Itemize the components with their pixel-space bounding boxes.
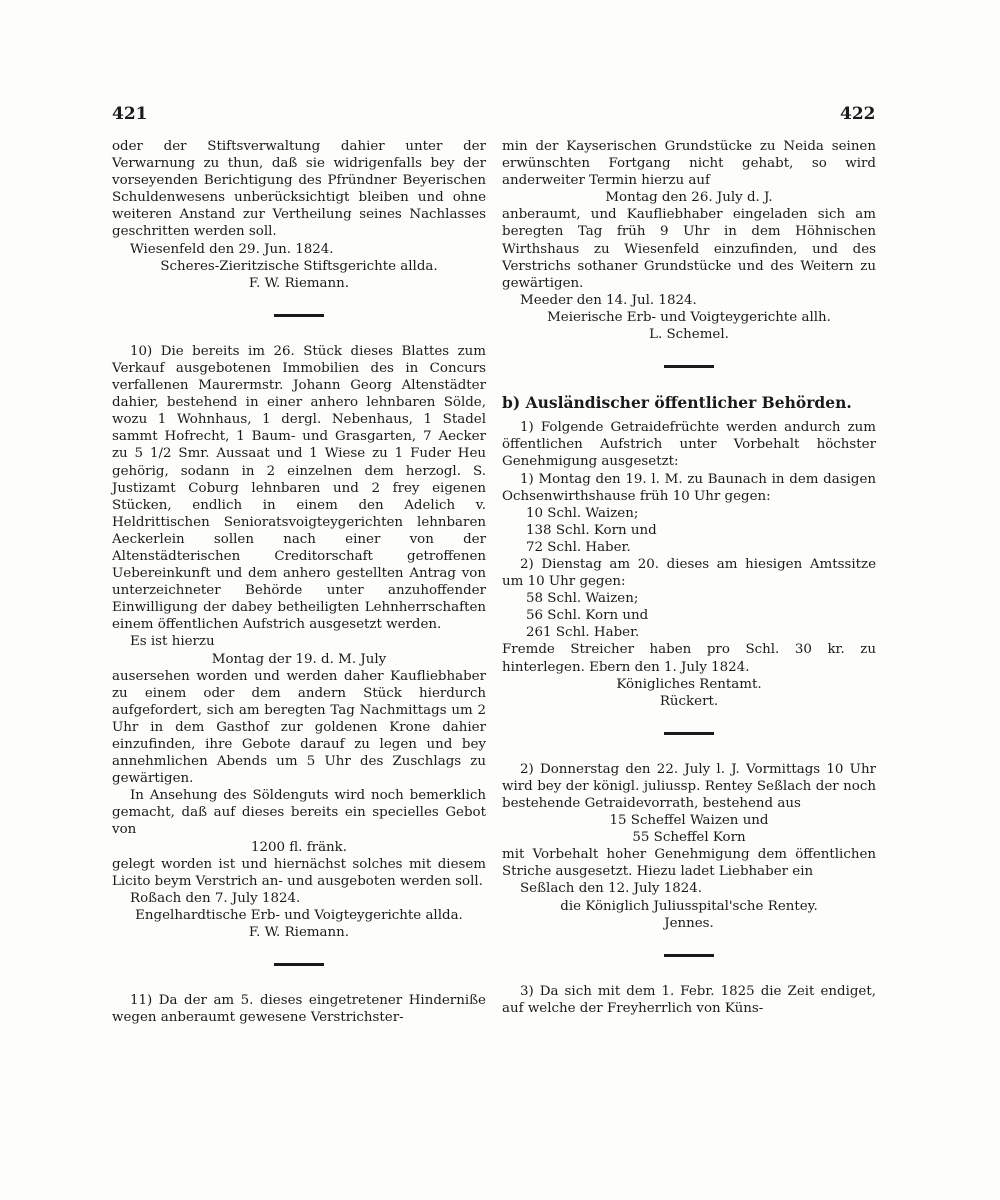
signature-name: F. W. Riemann. xyxy=(248,275,350,291)
paragraph: Es ist hierzu xyxy=(130,634,215,650)
date-line: Wiesenfeld den 29. Jun. 1824. xyxy=(130,241,334,257)
paragraph: 2) Donnerstag den 22. July l. J. Vormittags 10 Uhr wird bey der königl. juliussp. Rentey Seßlach der noch bestehende Getraidevorrath, bestehend aus xyxy=(502,761,876,811)
list-item: 15 Scheffel Waizen und xyxy=(609,813,769,829)
paragraph: min der Kayserischen Grundstücke zu Neida seinen erwünschten Fortgang nicht gehabt, so wird anderweiter Termin hierzu auf xyxy=(502,139,876,189)
signature-name: F. W. Riemann. xyxy=(248,925,350,941)
date-line: Meeder den 14. Jul. 1824. xyxy=(520,292,697,308)
section-divider xyxy=(664,365,714,368)
paragraph: oder der Stiftsverwaltung dahier unter der Verwarnung zu thun, daß sie widrigenfalls bey der vorseyenden Berichtigung des Pfründner Beyerischen Schuldenwesens unberücksichtigt bleiben und ohne weiteren Anstand zur Vertheilung seines Nachlasses geschritten werden soll. xyxy=(112,139,486,240)
signature-authority: Meierische Erb- und Voigteygerichte allh. xyxy=(547,309,831,325)
list-item: 56 Schl. Korn und xyxy=(526,608,649,624)
signature-authority: Königliches Rentamt. xyxy=(616,676,762,692)
paragraph: Fremde Streicher haben pro Schl. 30 kr. zu hinterlegen. Ebern den 1. July 1824. xyxy=(502,642,876,675)
paragraph: gelegt worden ist und hiernächst solches mit diesem Licito beym Verstrich an- und ausgeboten werden soll. xyxy=(112,856,486,889)
signature-authority: Scheres-Zieritzische Stiftsgerichte allda. xyxy=(160,258,438,274)
list-item: 10 Schl. Waizen; xyxy=(526,505,639,521)
paragraph: 11) Da der am 5. dieses eingetretener Hinderniße wegen anberaumt gewesene Verstrichster- xyxy=(112,993,486,1026)
amount: 1200 fl. fränk. xyxy=(250,839,348,855)
signature-authority: Engelhardtische Erb- und Voigteygerichte allda. xyxy=(135,907,463,923)
paragraph: In Ansehung des Söldenguts wird noch bemerklich gemacht, daß auf dieses bereits ein specielles Gebot von xyxy=(112,788,486,838)
list-item: 72 Schl. Haber. xyxy=(526,539,631,555)
section-divider xyxy=(274,963,324,966)
list-item: 2) Dienstag am 20. dieses am hiesigen Amtssitze um 10 Uhr gegen: xyxy=(502,556,876,590)
signature-name: Rückert. xyxy=(659,693,719,709)
left-column xyxy=(112,138,486,1026)
paragraph: 10) Die bereits im 26. Stück dieses Blattes zum Verkauf ausgebotenen Immobilien des in Concurs verfallenen Maurermstr. Johann Georg Altenstädter dahier, bestehend in einer anhero lehnbaren Sölde, wozu 1 Wohnhaus, 1 dergl. Nebenhaus, 1 Stadel sammt Hofrecht, 1 Baum- und Grasgarten, 7 Aecker zu 5 1/2 Smr. Aussaat und 1 Wiese zu 1 Fuder Heu gehörig, sodann in 2 einzelnen dem herzogl. S. Justizamt Coburg lehnbaren und 2 frey eigenen Stücken, endlich in einem den Adelich v. Heldrittischen Senioratsvoigteygerichten lehnbaren Aeckerlein sollen nach einer von der Altenstädterischen Creditorschaft getroffenen Uebereinkunft und dem anhero gestellten Antrag von unterzeichneter Behörde unter anzuhoffender Einwilligung der dabey betheiligten Lehnherrschaften einem öffentlichen Aufstrich ausgesetzt werden. xyxy=(112,343,486,633)
section-divider xyxy=(274,314,324,317)
signature-name: L. Schemel. xyxy=(649,327,729,343)
section-divider xyxy=(664,732,714,735)
signature-name: Jennes. xyxy=(664,915,714,931)
signature-authority: die Königlich Juliusspital'sche Rentey. xyxy=(560,898,818,914)
paragraph: anberaumt, und Kaufliebhaber eingeladen sich am beregten Tag früh 9 Uhr in dem Höhnischen Wirthshaus zu Wiesenfeld einzufinden, und des Verstrichs sothaner Grundstücke und des Weitern zu gewärtigen. xyxy=(502,207,876,291)
section-divider xyxy=(664,954,714,957)
paragraph: mit Vorbehalt hoher Genehmigung dem öffentlichen Striche ausgesetzt. Hiezu ladet Liebhaber ein xyxy=(502,847,876,880)
list-item: 55 Scheffel Korn xyxy=(632,830,746,846)
paragraph: ausersehen worden und werden daher Kaufliebhaber zu einem oder dem andern Stück hierdurch aufgefordert, sich am beregten Tag Nachmittags um 2 Uhr in dem Gasthof zur goldenen Krone dahier einzufinden, ihre Gebote darauf zu legen und bey annehmlichen Abends um 5 Uhr des Zuschlags zu gewärtigen. xyxy=(112,668,486,787)
list-item: 261 Schl. Haber. xyxy=(526,625,640,641)
section-heading: b) Ausländischer öffentlicher Behörden. xyxy=(502,393,852,413)
date-line: Seßlach den 12. July 1824. xyxy=(520,881,703,897)
date-highlight: Montag der 19. d. M. July xyxy=(211,651,387,667)
right-column xyxy=(502,138,876,1017)
list-item: 1) Montag den 19. l. M. zu Baunach in dem dasigen Ochsenwirthshause früh 10 Uhr gegen: xyxy=(502,471,876,504)
paragraph: 3) Da sich mit dem 1. Febr. 1825 die Zeit endiget, auf welche der Freyherrlich von Küns- xyxy=(502,983,876,1016)
list-item: 58 Schl. Waizen; xyxy=(526,591,639,607)
page-number-right: 422 xyxy=(840,104,876,124)
date-line: Roßach den 7. July 1824. xyxy=(130,890,301,906)
page-number-left: 421 xyxy=(112,104,148,124)
paragraph: 1) Folgende Getraidefrüchte werden andurch zum öffentlichen Aufstrich unter Vorbehalt höchster Genehmigung ausgesetzt: xyxy=(502,420,876,470)
date-highlight: Montag den 26. July d. J. xyxy=(605,190,773,206)
list-item: 138 Schl. Korn und xyxy=(526,522,657,538)
